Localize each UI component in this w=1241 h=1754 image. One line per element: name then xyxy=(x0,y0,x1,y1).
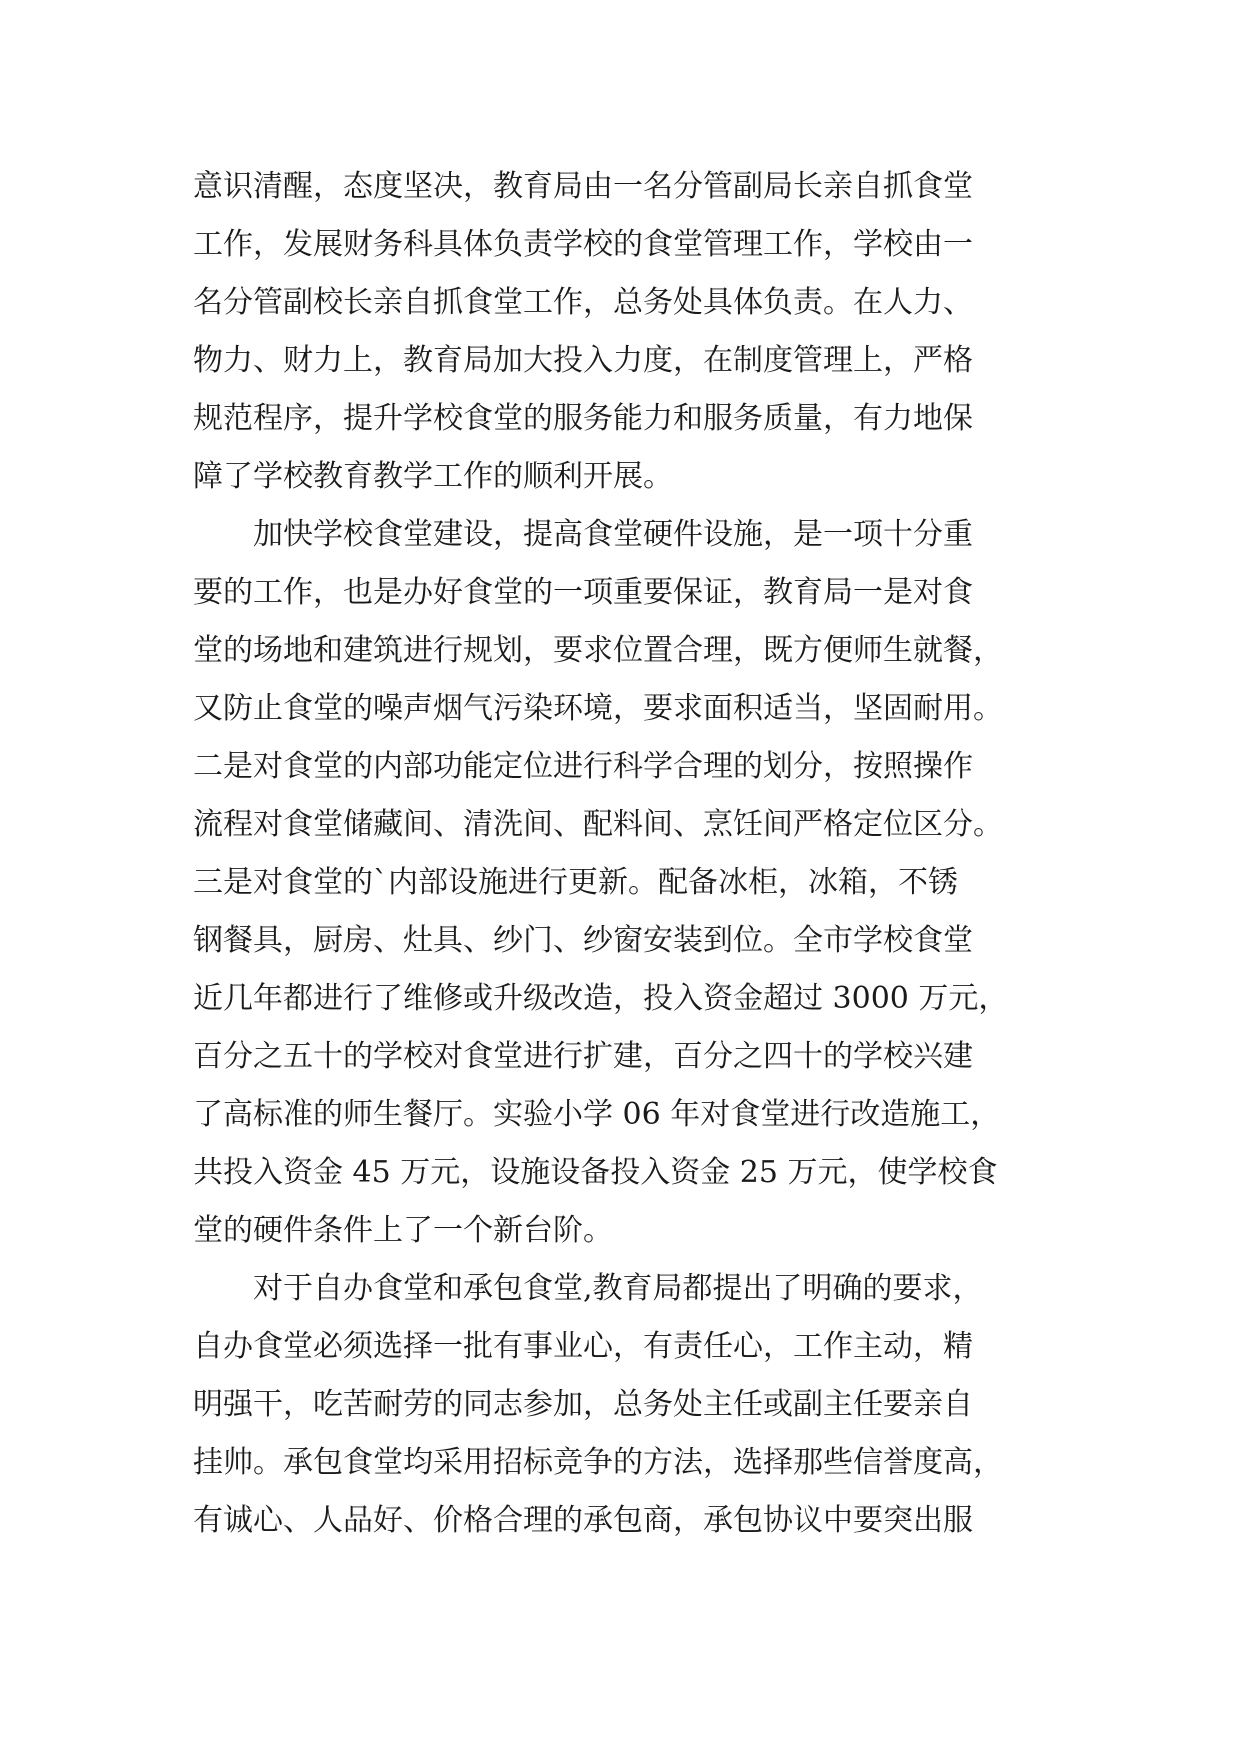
text-line: 流程对食堂储藏间、清洗间、配料间、烹饪间严格定位区分。 xyxy=(193,807,1003,842)
text-line: 物力、财力上，教育局加大投入力度，在制度管理上，严格 xyxy=(193,343,973,378)
document-body xyxy=(193,158,1073,1550)
paragraph-2 xyxy=(193,506,1073,1260)
text-line: 意识清醒，态度坚决，教育局由一名分管副局长亲自抓食堂 xyxy=(193,169,973,204)
text-line: 堂的硬件条件上了一个新台阶。 xyxy=(193,1213,613,1248)
text-line: 对于自办食堂和承包食堂,教育局都提出了明确的要求， xyxy=(253,1271,983,1306)
text-line: 又防止食堂的噪声烟气污染环境，要求面积适当，坚固耐用。 xyxy=(193,691,1003,726)
paragraph-1 xyxy=(193,158,1073,506)
text-line: 加快学校食堂建设，提高食堂硬件设施，是一项十分重 xyxy=(253,517,973,552)
text-line: 要的工作，也是办好食堂的一项重要保证，教育局一是对食 xyxy=(193,575,973,610)
text-line: 了高标准的师生餐厅。实验小学 06 年对食堂进行改造施工， xyxy=(193,1097,1001,1132)
text-line: 百分之五十的学校对食堂进行扩建，百分之四十的学校兴建 xyxy=(193,1039,973,1074)
text-line: 名分管副校长亲自抓食堂工作，总务处具体负责。在人力、 xyxy=(193,285,973,320)
text-line: 规范程序，提升学校食堂的服务能力和服务质量，有力地保 xyxy=(193,401,973,436)
paragraph-3 xyxy=(193,1260,1073,1550)
text-line: 共投入资金 45 万元，设施设备投入资金 25 万元，使学校食 xyxy=(193,1155,998,1190)
text-line: 二是对食堂的内部功能定位进行科学合理的划分，按照操作 xyxy=(193,749,973,784)
text-line: 钢餐具，厨房、灶具、纱门、纱窗安装到位。全市学校食堂 xyxy=(193,923,973,958)
text-line: 障了学校教育教学工作的顺利开展。 xyxy=(193,459,673,494)
text-line: 堂的场地和建筑进行规划，要求位置合理，既方便师生就餐， xyxy=(193,633,1003,668)
text-line: 自办食堂必须选择一批有事业心，有责任心，工作主动，精 xyxy=(193,1329,973,1364)
text-line: 工作，发展财务科具体负责学校的食堂管理工作，学校由一 xyxy=(193,227,973,262)
text-line: 三是对食堂的`内部设施进行更新。配备冰柜，冰箱，不锈 xyxy=(193,865,958,900)
text-line: 有诚心、人品好、价格合理的承包商，承包协议中要突出服 xyxy=(193,1503,973,1538)
text-line: 近几年都进行了维修或升级改造，投入资金超过 3000 万元， xyxy=(193,981,1009,1016)
text-line: 明强干，吃苦耐劳的同志参加，总务处主任或副主任要亲自 xyxy=(193,1387,973,1422)
text-line: 挂帅。承包食堂均采用招标竞争的方法，选择那些信誉度高， xyxy=(193,1445,1003,1480)
